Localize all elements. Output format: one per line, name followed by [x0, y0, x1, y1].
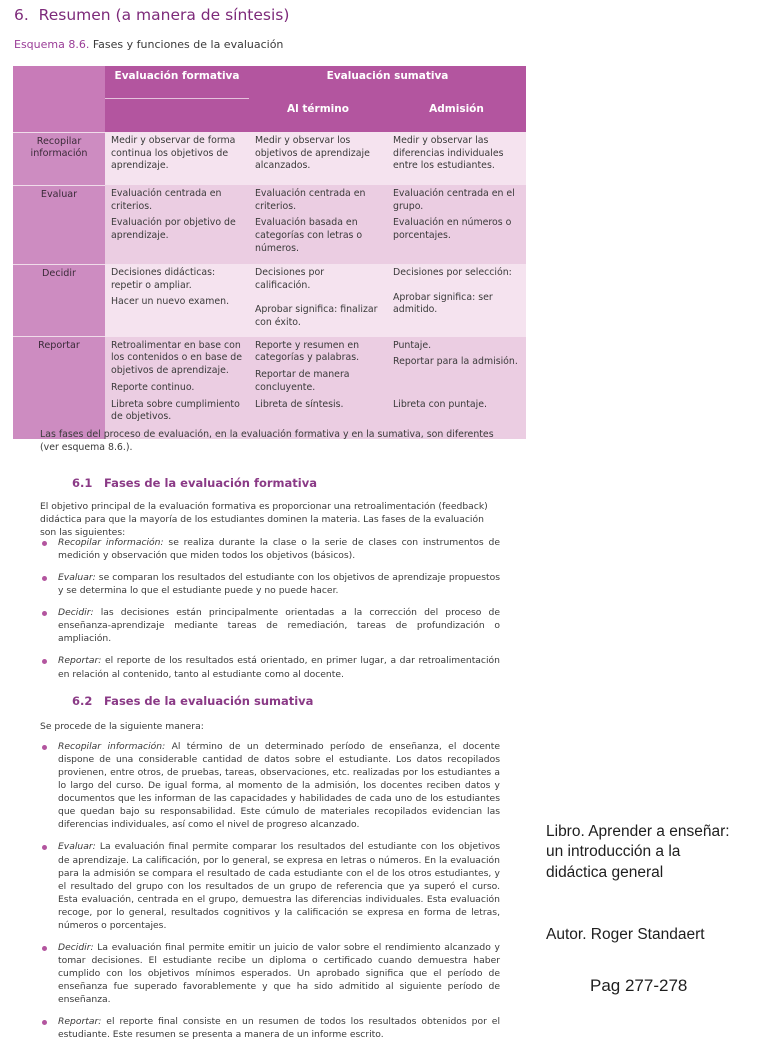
bullet-term: Recopilar información: [58, 741, 166, 752]
cell-text: Reporte y resumen en categorías y palabras. [255, 339, 360, 364]
bullet-text: La evaluación final permite comparar los resultados del estudiante con los objetivos de aprendizaje. La calificación, por lo general, se expresa en letras o números. En la evaluación para la admisión se compara el resultado de cada estudiante con el de los otros estudiantes, y el resultado del grupo con los resultados de un grupo de referencia que ya superó el curso. Esta evaluación, centrada en el grupo, demuestra las diferencias individuales. Esta evaluación recoge, por lo general, resultados cognitivos y la calificación se expresa en forma de letras, números o porcentajes. [58, 841, 500, 931]
scheme-caption-text: Fases y funciones de la evaluación [92, 38, 284, 51]
section-number: 6. [14, 6, 29, 24]
section-title-text: Resumen (a manera de síntesis) [38, 6, 290, 24]
book-reference: Libro. Aprender a enseñar: un introducción a la didáctica general [546, 823, 730, 881]
subsection-6-1-title [72, 476, 317, 490]
header-formativa: Evaluación formativa [105, 66, 249, 99]
cell-text: Medir y observar los objetivos de aprendizaje alcanzados. [255, 135, 370, 172]
cell-text: Evaluación en números o porcentajes. [393, 217, 512, 242]
list-item [40, 536, 500, 562]
bullet-text: las decisiones están principalmente orientadas a la corrección del proceso de enseñanza-aprendizaje mediante tareas de remediación, tareas de profundización o ampliación. [58, 607, 500, 645]
cell-text: Medir y observar de forma continua los objetivos de aprendizaje. [111, 135, 236, 172]
table-row [13, 132, 526, 185]
cell-text: Retroalimentar en base con los contenidos o en base de objetivos de aprendizaje. [111, 339, 243, 377]
table-row [13, 337, 526, 439]
table-cell [105, 337, 249, 439]
cell-text: Libreta con puntaje. [393, 399, 488, 411]
cell-text: Aprobar significa: ser admitido. [393, 291, 493, 316]
subheader-empty [105, 99, 249, 133]
s61-bullet-list [40, 536, 500, 690]
cell-text: Evaluación centrada en criterios. [111, 188, 222, 212]
table-row [13, 264, 526, 337]
subsection-6-2-title [72, 694, 313, 708]
subsection-number: 6.2 [72, 694, 93, 708]
list-item [40, 571, 500, 597]
row-label-reportar: Reportar [13, 337, 105, 439]
cell-text: Libreta sobre cumplimiento de objetivos. [111, 398, 240, 423]
bullet-text: el reporte de los resultados está orientado, en primer lugar, a dar retroalimentación en relación al contenido, tanto al estudiante como al docente. [58, 655, 500, 680]
bullet-term: Decidir: [58, 607, 94, 619]
cell-text: Evaluación por objetivo de aprendizaje. [111, 217, 236, 242]
bullet-term: Evaluar: [58, 572, 96, 584]
bullet-text: el reporte final consiste en un resumen de todos los resultados obtenidos por el estudiante. Este resumen se presenta a manera de un informe escrito. [58, 1016, 500, 1041]
subheader-corner [13, 99, 105, 133]
header-corner [13, 66, 105, 99]
author-reference: Autor. Roger Standaert [546, 926, 705, 943]
scheme-caption [14, 38, 283, 51]
cell-text: Libreta de síntesis. [255, 398, 344, 410]
list-item [40, 606, 500, 645]
cell-text: Evaluación centrada en el grupo. [393, 188, 515, 212]
section-title [14, 6, 289, 24]
table-subheader-row [13, 99, 526, 133]
s62-intro: Se procede de la siguiente manera: [40, 721, 204, 732]
table-cell [387, 132, 526, 185]
list-item [40, 1015, 500, 1041]
cell-text: Aprobar significa: finalizar con éxito. [255, 304, 378, 329]
subsection-title-text: Fases de la evaluación sumativa [104, 694, 314, 708]
bullet-text: se comparan los resultados del estudiante con los objetivos de aprendizaje propuestos y se determina lo que el estudiante puede y no puede hacer. [58, 572, 500, 597]
table-cell [387, 185, 526, 264]
header-sumativa: Evaluación sumativa [249, 66, 526, 99]
cell-text: Reportar para la admisión. [393, 356, 518, 368]
cell-text: Reporte continuo. [111, 381, 195, 393]
list-item [40, 654, 500, 680]
list-item [40, 740, 500, 831]
scheme-label: Esquema 8.6. [14, 38, 90, 51]
list-item [40, 941, 500, 1006]
bullet-term: Evaluar: [58, 841, 96, 853]
table-cell [249, 132, 387, 185]
bullet-text: La evaluación final permite emitir un juicio de valor sobre el rendimiento alcanzado y tomar decisiones. El estudiante recibe un diploma o certificado cuando demuestra haber cumplido con los objetivos mínimos esperados. Un aprobado significa que el período de enseñanza fue superado favorablemente y que ha sido admitido al siguiente período de enseñanza. [58, 941, 500, 1006]
bullet-term: Decidir: [58, 941, 94, 953]
header-admision: Admisión [387, 99, 526, 133]
bullet-text: se realiza durante la clase o la serie de clases con instrumentos de medición y observación que miden todos los objetivos (básicos). [58, 537, 500, 562]
table-cell [249, 185, 387, 264]
table-cell [249, 337, 387, 439]
header-al-termino: Al término [249, 99, 387, 133]
cell-text: Evaluación centrada en criterios. [255, 188, 366, 212]
cell-text: Hacer un nuevo examen. [111, 296, 230, 308]
note-paragraph: Las fases del proceso de evaluación, en la evaluación formativa y en la sumativa, son diferentes (ver esquema 8.6.). [40, 429, 494, 454]
row-label-recopilar: Recopilar información [13, 132, 105, 185]
cell-text: Decisiones por calificación. [255, 267, 325, 291]
table-cell [387, 337, 526, 439]
table-cell [249, 264, 387, 337]
list-item [40, 840, 500, 931]
cell-text: Evaluación basada en categorías con letras o números. [255, 217, 363, 254]
table-header-row [13, 66, 526, 99]
bullet-term: Recopilar información: [58, 537, 164, 548]
subsection-number: 6.1 [72, 476, 93, 490]
table-row [13, 185, 526, 264]
bullet-text: Al término de un determinado período de enseñanza, el docente dispone de una considerable cantidad de datos sobre el estudiante. Los datos recopilados provienen, entre otros, de pruebas, tareas, observaciones, etc. realizadas por los estudiantes a lo largo del curso. De igual forma, al momento de la admisión, los docentes reciben datos y documentos que les informan de las capacidades y habilidades de cada uno de los estudiantes que quedan bajo su responsabilidad. Este cúmulo de materiales recopilados evidencian las diferencias individuales, así como el nivel de progreso alcanzado. [58, 741, 500, 831]
cell-text: Medir y observar las diferencias individuales entre los estudiantes. [393, 135, 504, 172]
s61-intro: El objetivo principal de la evaluación formativa es proporcionar una retroalimentación (feedback) didáctica para que la mayoría de los estudiantes dominen la materia. Las fases de la evaluación son las siguientes: [40, 501, 488, 539]
table-cell [387, 264, 526, 337]
cell-text: Puntaje. [393, 339, 432, 351]
row-label-decidir: Decidir [13, 264, 105, 337]
bullet-term: Reportar: [58, 1016, 102, 1028]
table-cell [105, 185, 249, 264]
evaluation-scheme-table [13, 66, 526, 439]
page-reference: Pag 277-278 [590, 976, 688, 995]
table-cell [105, 264, 249, 337]
table-cell [105, 132, 249, 185]
cell-text: Decisiones por selección: [393, 267, 512, 278]
cell-text: Decisiones didácticas: repetir o ampliar. [111, 267, 216, 291]
s62-bullet-list [40, 740, 500, 1050]
subsection-title-text: Fases de la evaluación formativa [104, 476, 317, 490]
cell-text: Reportar de manera concluyente. [255, 369, 350, 393]
bullet-term: Reportar: [58, 655, 102, 667]
row-label-evaluar: Evaluar [13, 185, 105, 264]
